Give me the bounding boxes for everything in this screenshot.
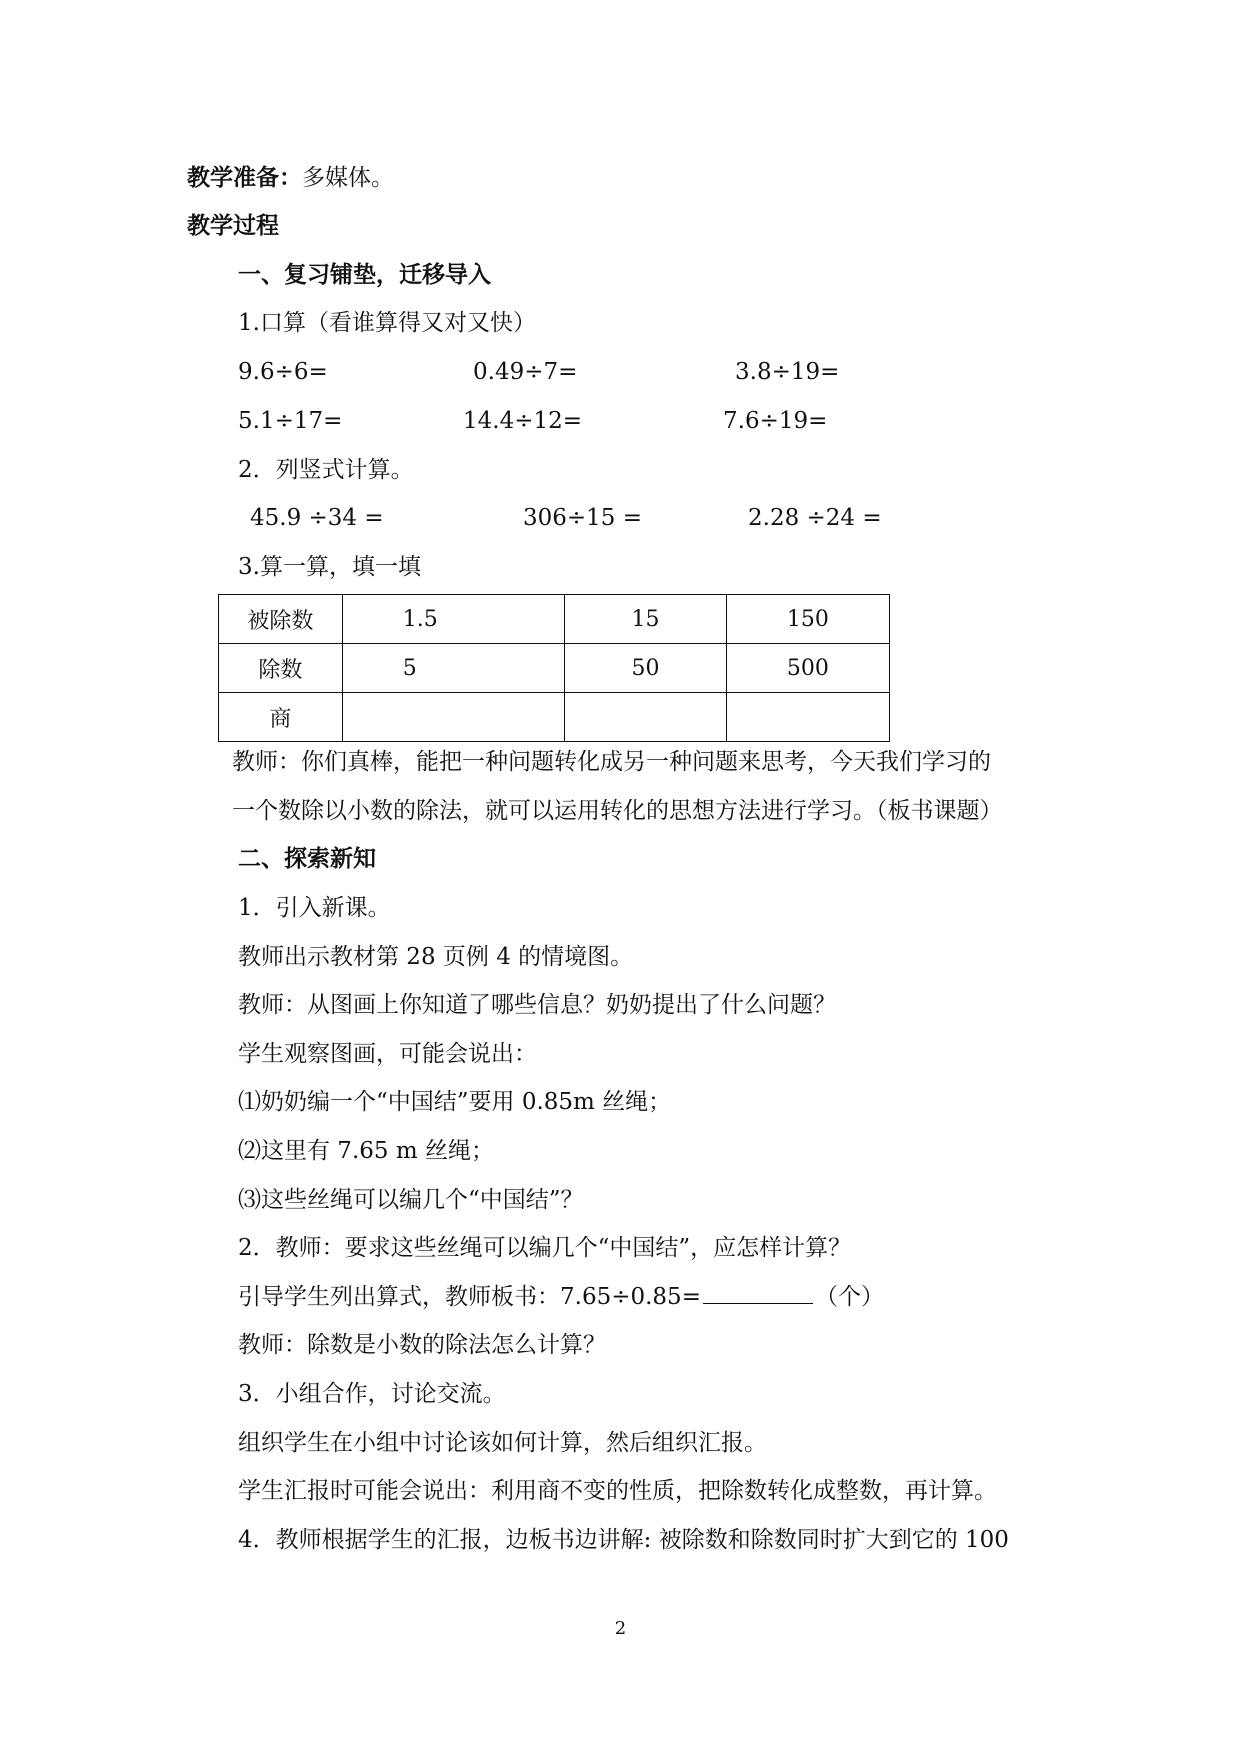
process-title: 教学过程 bbox=[187, 213, 279, 239]
expr-2-1: 5.1÷17= bbox=[238, 408, 343, 434]
s2-line-1: 1．引入新课。 bbox=[238, 895, 391, 921]
answer-blank bbox=[703, 1281, 813, 1304]
row-label: 商 bbox=[219, 693, 343, 742]
expr-1-3: 3.8÷19= bbox=[735, 359, 840, 385]
s2-line-9 bbox=[238, 1281, 884, 1313]
s2-line-12: 组织学生在小组中讨论该如何计算，然后组织汇报。 bbox=[238, 1430, 767, 1456]
expr-1-1: 9.6÷6= bbox=[238, 359, 328, 385]
vertical-calc-heading: 2．列竖式计算。 bbox=[238, 457, 414, 483]
s2-line-14: 4．教师根据学生的汇报，边板书边讲解: 被除数和除数同时扩大到它的 100 bbox=[238, 1527, 1009, 1553]
table-cell-empty bbox=[565, 693, 727, 742]
expr-3-1: 45.9 ÷34 = bbox=[250, 505, 384, 531]
s2-line-6: ⑵这里有 7.65 m 丝绳； bbox=[238, 1138, 494, 1164]
table-cell: 50 bbox=[565, 644, 727, 693]
table-cell: 500 bbox=[726, 644, 889, 693]
teacher-para-line2: 一个数除以小数的除法，就可以运用转化的思想方法进行学习。（板书课题） bbox=[232, 798, 1003, 824]
s2-line-5: ⑴奶奶编一个“中国结”要用 0.85m 丝绳； bbox=[238, 1089, 672, 1115]
expr-3-2: 306÷15 = bbox=[523, 505, 643, 531]
s2-line-4: 学生观察图画，可能会说出： bbox=[238, 1041, 537, 1067]
expr-2-2: 14.4÷12= bbox=[463, 408, 583, 434]
prep-label: 教学准备： bbox=[187, 165, 302, 191]
expr-3-3: 2.28 ÷24 = bbox=[748, 505, 882, 531]
fill-table-heading: 3.算一算，填一填 bbox=[238, 554, 421, 580]
teacher-para-line1: 教师：你们真棒，能把一种问题转化成另一种问题来思考，今天我们学习的 bbox=[232, 749, 991, 775]
unit-text: （个） bbox=[814, 1284, 884, 1310]
table-row bbox=[219, 693, 890, 742]
section2-title: 二、探索新知 bbox=[238, 846, 376, 872]
s2-line-11: 3．小组合作，讨论交流。 bbox=[238, 1381, 506, 1407]
prep-line bbox=[187, 162, 394, 194]
expr-1-2: 0.49÷7= bbox=[473, 359, 578, 385]
s2-line-2: 教师出示教材第 28 页例 4 的情境图。 bbox=[238, 944, 634, 970]
prep-value: 多媒体。 bbox=[302, 165, 394, 191]
table-cell: 1.5 bbox=[342, 595, 564, 644]
table-cell: 5 bbox=[342, 644, 564, 693]
table-cell: 150 bbox=[726, 595, 889, 644]
s2-line-7: ⑶这些丝绳可以编几个“中国结”？ bbox=[238, 1187, 584, 1213]
s2-line-8: 2．教师：要求这些丝绳可以编几个“中国结”，应怎样计算？ bbox=[238, 1235, 852, 1261]
table-row bbox=[219, 644, 890, 693]
division-table bbox=[218, 594, 890, 742]
table-cell-empty bbox=[726, 693, 889, 742]
page-number: 2 bbox=[614, 1618, 627, 1639]
oral-calc-heading: 1.口算（看谁算得又对又快） bbox=[238, 310, 536, 336]
section1-title: 一、复习铺垫，迁移导入 bbox=[238, 262, 491, 288]
board-equation: 引导学生列出算式，教师板书：7.65÷0.85= bbox=[238, 1284, 701, 1310]
expr-2-3: 7.6÷19= bbox=[723, 408, 828, 434]
table-cell-empty bbox=[342, 693, 564, 742]
table-cell: 15 bbox=[565, 595, 727, 644]
s2-line-10: 教师：除数是小数的除法怎么计算？ bbox=[238, 1332, 606, 1358]
row-label: 被除数 bbox=[219, 595, 343, 644]
s2-line-13: 学生汇报时可能会说出：利用商不变的性质，把除数转化成整数，再计算。 bbox=[238, 1478, 997, 1504]
table-row bbox=[219, 595, 890, 644]
row-label: 除数 bbox=[219, 644, 343, 693]
s2-line-3: 教师：从图画上你知道了哪些信息？奶奶提出了什么问题？ bbox=[238, 992, 836, 1018]
